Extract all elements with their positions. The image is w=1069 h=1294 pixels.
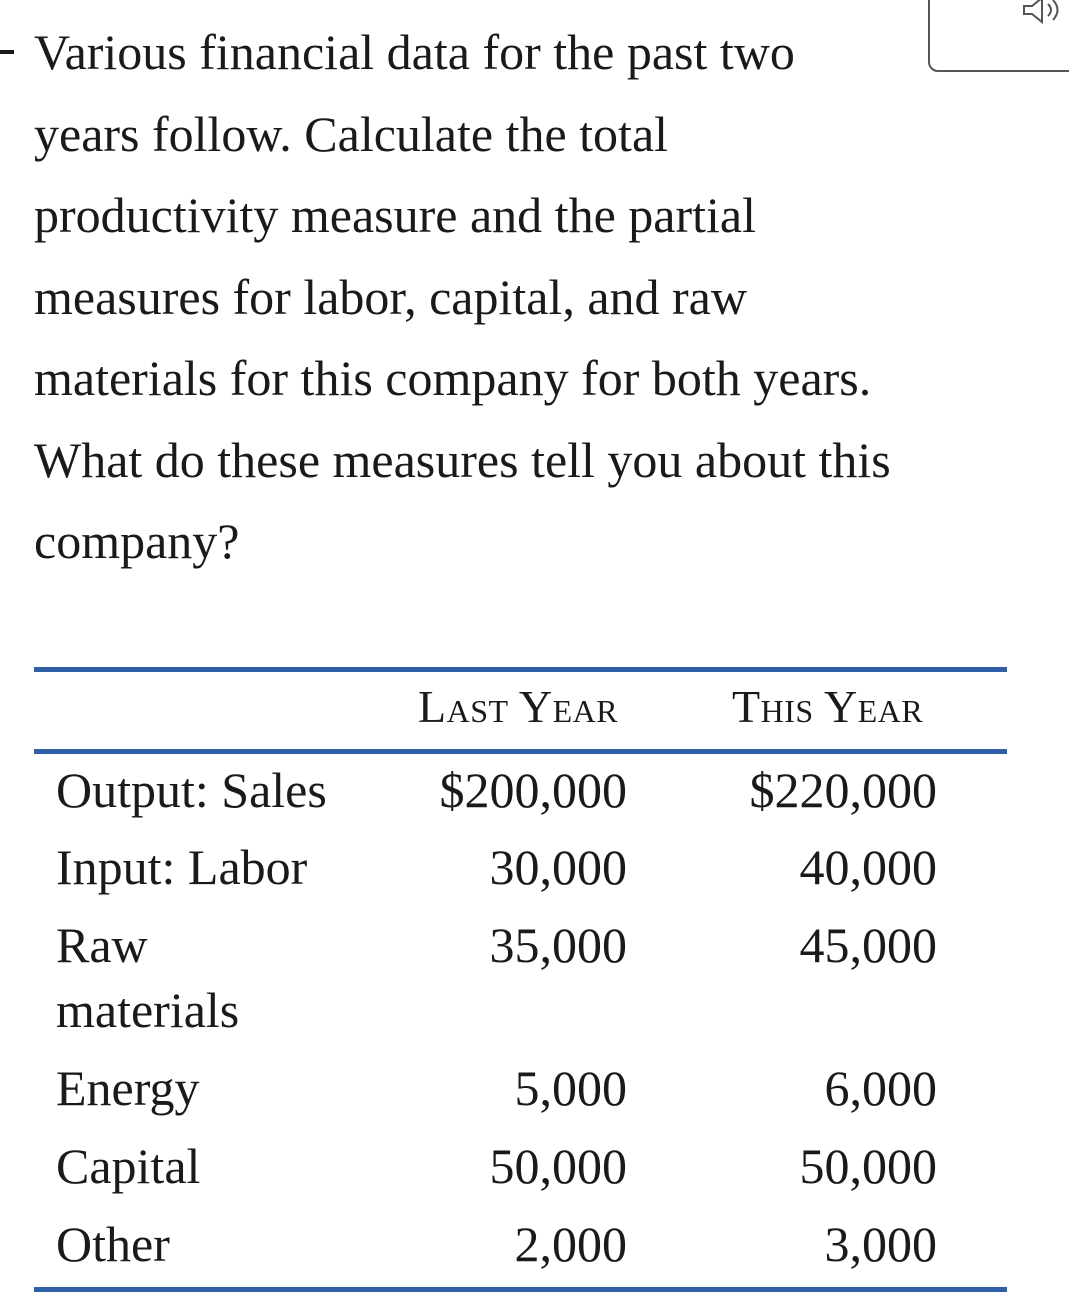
table-top-rule [34,667,1007,672]
question-line: productivity measure and the partial [34,187,756,243]
capital-this-year: 50,000 [799,1138,937,1194]
row-label-other: Other [56,1216,170,1272]
speaker-icon [1020,0,1069,28]
question-line: measures for labor, capital, and raw [34,268,747,325]
question-line: Various financial data for the past two [34,24,795,80]
sales-this-year: $220,000 [749,762,937,818]
row-label-energy: Energy [56,1060,200,1116]
question-line: company? [34,513,240,569]
question-line: years follow. Calculate the total [34,105,669,162]
row-label-raw-materials: Raw [56,917,148,973]
row-label-sales: Output: Sales [56,762,327,818]
labor-last-year: 30,000 [489,839,627,895]
question-line: What do these measures tell you about this [34,431,891,488]
question-text [34,12,1014,583]
capital-last-year: 50,000 [489,1138,627,1194]
question-number-marker [0,50,14,54]
other-this-year: 3,000 [824,1216,937,1272]
other-last-year: 2,000 [514,1216,627,1272]
table-header-rule [34,749,1007,754]
raw-materials-last-year: 35,000 [489,917,627,973]
header-this-year: This Year [732,681,924,732]
energy-this-year: 6,000 [824,1060,937,1116]
question-line: materials for this company for both years. [34,350,872,406]
raw-materials-this-year: 45,000 [799,917,937,973]
labor-this-year: 40,000 [799,839,937,895]
row-label-capital: Capital [56,1138,201,1194]
row-label-raw-materials-2: materials [56,982,240,1038]
header-last-year: Last Year [418,681,619,732]
table-bottom-rule [34,1287,1007,1292]
row-label-labor: Input: Labor [56,839,308,895]
energy-last-year: 5,000 [514,1060,627,1116]
sales-last-year: $200,000 [439,762,627,818]
